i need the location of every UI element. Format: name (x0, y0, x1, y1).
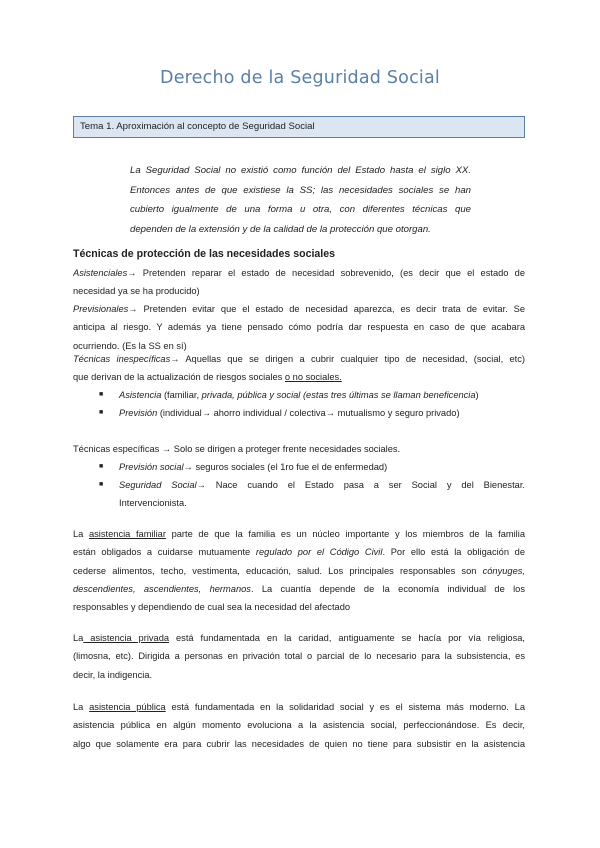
paragraph-asistencia-familiar: La asistencia familiar parte de que la familia es un núcleo importante y los miembros de la familia están obligados a cuidarse mutuamente regulado por el Código Civil. Por ello está la obligación de cederse alimentos, techo, vestimenta, educación, salud. Los principales responsables son cónyuges, descendientes, ascendientes, hermanos. La cuantía depende de la economía individual de los responsables y dependiendo de cual sea la necesidad del afectado (73, 529, 525, 613)
bullet-icon: ■ (99, 481, 104, 488)
section-header-box (73, 116, 525, 138)
intro-quote (130, 161, 471, 239)
bullet-icon: ■ (99, 409, 104, 416)
quote-line: La Seguridad Social no existió como función del Estado hasta el siglo XX. (130, 165, 471, 176)
paragraph-especificas: Técnicas específicas → Solo se dirigen a proteger frente necesidades sociales. (73, 444, 401, 454)
underlined-text: o no sociales. (284, 372, 342, 383)
document-title: Derecho de la Seguridad Social (160, 68, 440, 88)
section-heading: Técnicas de protección de las necesidades sociales (73, 248, 336, 260)
paragraph-asistenciales: Asistenciales→ Pretenden reparar el estado de necesidad sobrevenido, (es decir que el estado de necesidad ya se ha producido) (73, 268, 525, 297)
bullet-icon: ■ (99, 391, 104, 398)
section-header-text: Tema 1. Aproximación al concepto de Seguridad Social (80, 121, 315, 132)
term: Asistenciales→ (73, 268, 137, 278)
bullet-icon: ■ (99, 463, 104, 470)
underlined-text: asistencia pública (89, 702, 166, 712)
quote-line: Entonces antes de que existiese la SS; las necesidades sociales se han (130, 184, 471, 196)
paragraph-asistencia-privada: La asistencia privada está fundamentada en la caridad, antiguamente se hacía por vía religiosa, (limosna, etc). Dirigida a personas en privación total o parcial de lo necesario para la subsistencia, es decir, la indigencia. (73, 633, 525, 680)
quote-line: cubierto igualmente de una forma u otra, con diferentes técnicas que (130, 204, 471, 215)
paragraph-asistencia-publica: La asistencia pública está fundamentada en la solidaridad social y es el sistema más moderno. La asistencia pública en algún momento evoluciona a la asistencia social, perfeccionándose. Es decir, algo que solamente era para cubrir las necesidades de quien no tiene para subsistir en la asistencia (73, 702, 525, 749)
underlined-text: asistencia familiar (88, 529, 166, 539)
term: Previsionales→ (73, 304, 138, 314)
quote-line: dependen de la extensión y de la calidad de la protección que otorgan. (130, 223, 431, 235)
list-item: ■ Seguridad Social→ Nace cuando el Estado pasa a ser Social y del Bienestar. Intervencionista. (99, 476, 525, 516)
underlined-text: asistencia privada (83, 633, 170, 643)
term: Técnicas inespecíficas→ (73, 354, 180, 364)
paragraph-inespecificas: Técnicas inespecíficas→ Aquellas que se dirigen a cubrir cualquier tipo de necesidad, (social, etc) que derivan de la actualización de riesgos sociales o no sociales. (73, 354, 525, 383)
paragraph-previsionales: Previsionales→ Pretenden evitar que el estado de necesidad aparezca, es decir trata de evitar. Se anticipa al riesgo. Y además ya tiene pensado cómo podría dar respuesta en caso de que acabara ocurriendo. (Es la SS en sí) (73, 304, 525, 351)
